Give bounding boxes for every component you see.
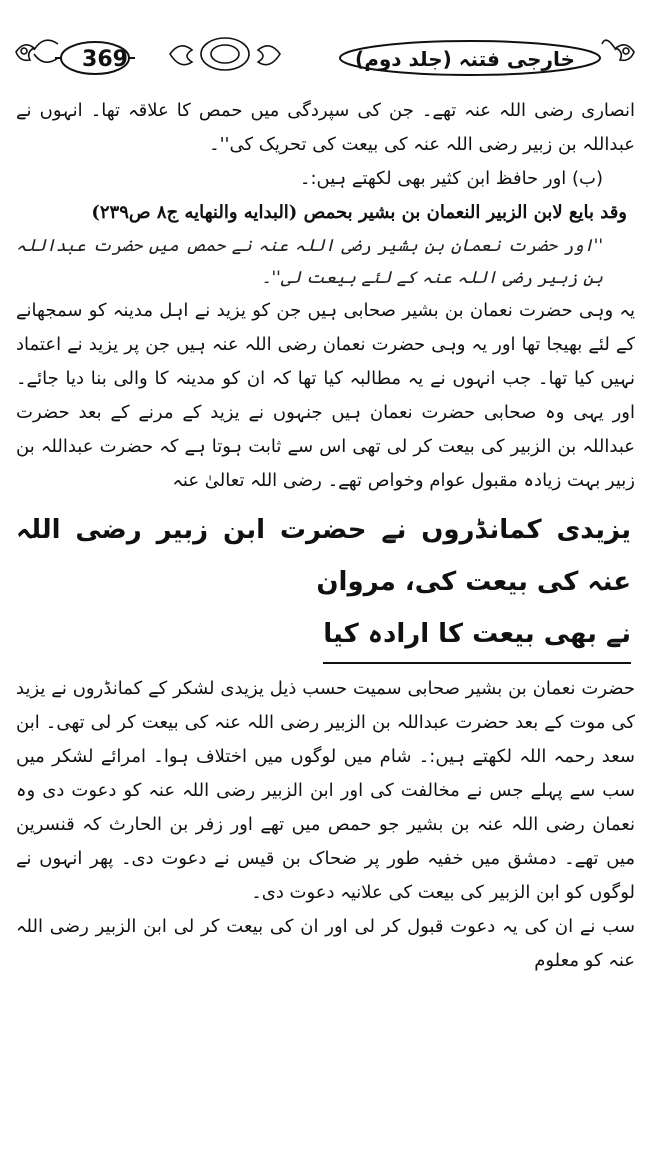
paragraph-4: حضرت نعمان بن بشیر صحابی سمیت حسب ذیل یزیدی لشکر کے کمانڈروں نے یزید کی موت کے بعد حضرت عبداللہ بن الزبیر رضی اللہ عنہ کی بیعت کر لی تھی۔ ابن سعد رحمہ اللہ لکھتے ہیں:۔ شام میں لوگوں میں اختلاف ہوا۔ امرائے لشکر میں سب سے پہلے جس نے مخالفت کی اور ابن الزبیر رضی اللہ عنہ کو دعوت دی وہ نعمان رضی اللہ عنہ بن بشیر جو حمص میں تھے اور زفر بن الحارث کہ قنسرین میں تھے۔ دمشق میں خفیہ طور پر ضحاک بن قیس نے دعوت دی۔ پھر انہوں نے لوگوں کو ابن الزبیر کی بیعت کی علانیہ دعوت دی۔	[16, 678, 635, 903]
arabic-quotation: وقد بايع لابن الزبير النعمان بن بشير بحمص (البدايه والنهايه ج٨ ص٢٣٩)	[91, 202, 627, 223]
page-body	[16, 94, 635, 978]
paragraph-5: سب نے ان کی یہ دعوت قبول کر لی اور ان کی بیعت کر لی ابن الزبیر رضی اللہ عنہ کو معلوم	[16, 916, 635, 971]
page-number: 369	[82, 47, 128, 72]
urdu-translation: ''اور حضرت نعمان بن بشیر رضی اللہ عنہ نے حمص میں حضرت عبداللہ بن زبیر رضی اللہ عنہ کے لئے بیعت لی''۔	[16, 236, 603, 288]
section-heading-line-2: نے بھی بیعت کا ارادہ کیا	[323, 608, 631, 664]
paragraph-2: (ب) اور حافظ ابن کثیر بھی لکھتے ہیں:۔	[299, 168, 603, 189]
paragraph-1: انصاری رضی اللہ عنہ تھے۔ جن کی سپردگی میں حمص کا علاقہ تھا۔ انہوں نے عبداللہ بن زبیر رضی اللہ عنہ کی بیعت کی تحریک کی''۔	[16, 100, 635, 155]
running-title: خارجی فتنہ (جلد دوم)	[355, 47, 575, 71]
section-heading-line-1: یزیدی کمانڈروں نے حضرت ابن زبیر رضی اللہ عنہ کی بیعت کی، مروان	[16, 515, 631, 597]
page-header	[10, 20, 640, 78]
paragraph-3: یہ وہی حضرت نعمان بن بشیر صحابی ہیں جن کو یزید نے اہل مدینہ کو سمجھانے کے لئے بھیجا تھا اور یہ وہی حضرت نعمان رضی اللہ عنہ ہیں جن پر یزید نے اعتماد نہیں کیا تھا۔ جب انہوں نے یہ مطالبہ کیا تھا کہ ان کو مدینہ کا والی بنا دیا جائے۔ اور یہی وہ صحابی حضرت نعمان ہیں جنہوں نے یزید کے مرنے کے بعد حضرت عبداللہ بن الزبیر کی بیعت کر لی تھی اس سے ثابت ہوتا ہے کہ حضرت عبداللہ بن زبیر بہت زیادہ مقبول عوام وخواص تھے۔ رضی اللہ تعالیٰ عنہ	[16, 300, 635, 491]
section-heading	[16, 504, 635, 664]
